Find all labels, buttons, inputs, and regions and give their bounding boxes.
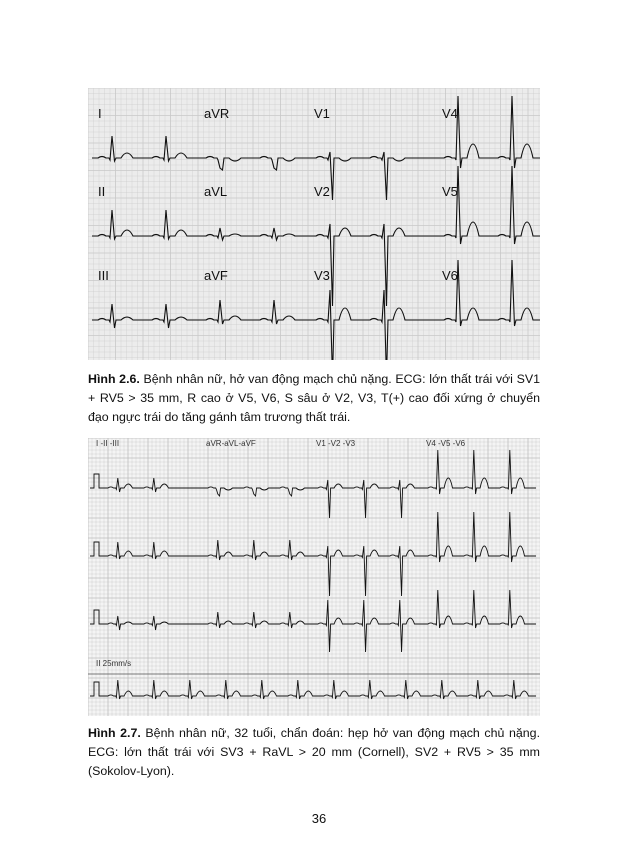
lead-label-iii: III bbox=[98, 268, 109, 283]
figure-2-7-text: Bệnh nhân nữ, 32 tuổi, chẩn đoán: hẹp hở van động mạch chủ nặng. ECG: lớn thất trái với SV3 + RaVL > 20 mm (Cornell), SV2 + RV5 > 35 mm (Sokolov-Lyon). bbox=[88, 726, 541, 778]
group-label-1: aVR-aVL-aVF bbox=[206, 439, 256, 448]
ecg-12-lead-tracing bbox=[88, 88, 540, 360]
lead-label-v5: V5 bbox=[442, 184, 458, 199]
ecg-figure-2-7 bbox=[88, 438, 540, 716]
figure-2-7-number: Hình 2.7. bbox=[88, 726, 141, 740]
ecg-figure-2-6 bbox=[88, 88, 540, 360]
group-label-2: V1 -V2 -V3 bbox=[316, 439, 356, 448]
figure-2-7-caption bbox=[88, 724, 540, 781]
lead-label-v6: V6 bbox=[442, 268, 458, 283]
figure-2-6-caption bbox=[88, 370, 540, 427]
rhythm-strip-label: II 25mm/s bbox=[96, 659, 132, 668]
figure-2-6-text: Bệnh nhân nữ, hở van động mạch chủ nặng. ECG: lớn thất trái với SV1 + RV5 > 35 mm, R cao ở V5, V6, S sâu ở V2, V3, T(+) cao đối xứng ở chuyển đạo ngực trái do tăng gánh tâm trương thất trái. bbox=[88, 372, 541, 424]
lead-label-ii: II bbox=[98, 184, 106, 199]
group-label-3: V4 -V5 -V6 bbox=[426, 439, 466, 448]
figure-2-6-number: Hình 2.6. bbox=[88, 372, 140, 386]
group-label-0: I -II -III bbox=[96, 439, 120, 448]
lead-label-v2: V2 bbox=[314, 184, 330, 199]
lead-label-i: I bbox=[98, 106, 102, 121]
lead-label-avr: aVR bbox=[204, 106, 230, 121]
lead-label-v4: V4 bbox=[442, 106, 458, 121]
lead-label-v3: V3 bbox=[314, 268, 330, 283]
lead-label-avf: aVF bbox=[204, 268, 228, 283]
ecg-12-lead-tracing-with-rhythm-strip bbox=[88, 438, 540, 716]
lead-label-avl: aVL bbox=[204, 184, 228, 199]
lead-label-v1: V1 bbox=[314, 106, 330, 121]
page-number: 36 bbox=[311, 811, 327, 826]
